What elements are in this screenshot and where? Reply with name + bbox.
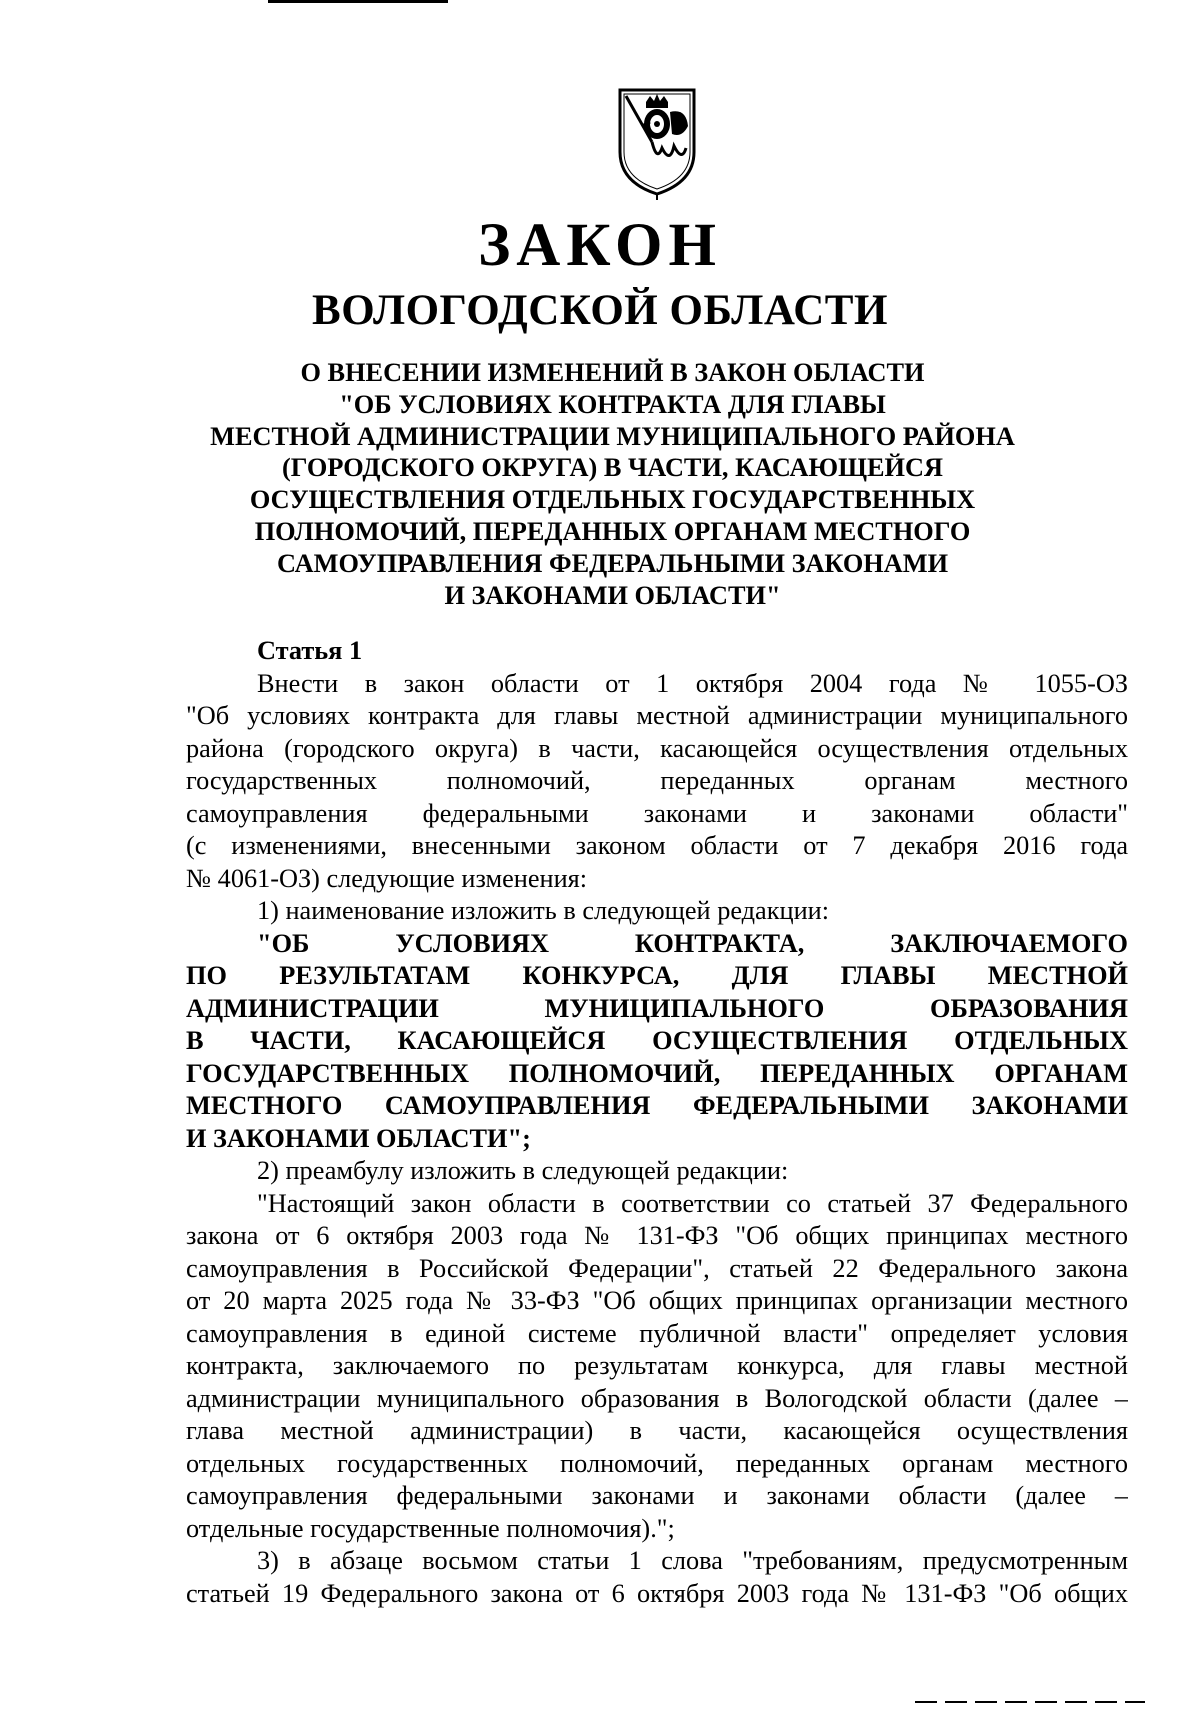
document-title: ЗАКОН (478, 212, 722, 279)
text-line: В ЧАСТИ, КАСАЮЩЕЙСЯ ОСУЩЕСТВЛЕНИЯ ОТДЕЛЬНЫХ (186, 1026, 1128, 1055)
text-line: закона от 6 октября 2003 года № 131-ФЗ "Об общих принципах местного (186, 1221, 1128, 1250)
text-line: "Об условиях контракта для главы местной администрации муниципального (186, 701, 1128, 730)
subtitle-line: (ГОРОДСКОГО ОКРУГА) В ЧАСТИ, КАСАЮЩЕЙСЯ (282, 453, 943, 483)
text-line: 3) в абзаце восьмом статьи 1 слова "требованиям, предусмотренным (257, 1546, 1128, 1575)
text-line: самоуправления федеральными законами и законами области (далее – (186, 1481, 1128, 1510)
text-line: 1) наименование изложить в следующей редакции: (257, 896, 830, 925)
coat-of-arms-icon (612, 82, 702, 202)
text-line: ПО РЕЗУЛЬТАТАМ КОНКУРСА, ДЛЯ ГЛАВЫ МЕСТНОЙ (186, 961, 1128, 990)
text-line: "ОБ УСЛОВИЯХ КОНТРАКТА, ЗАКЛЮЧАЕМОГО (257, 928, 1128, 958)
text-line: самоуправления в единой системе публичной власти" определяет условия (186, 1318, 1128, 1348)
text-line: (с изменениями, внесенными законом области от 7 декабря 2016 года (186, 831, 1128, 860)
text-line: глава местной администрации) в части, касающейся осуществления (186, 1416, 1128, 1445)
text-line: администрации муниципального образования в Вологодской области (далее – (186, 1383, 1128, 1413)
text-line: отдельных государственных полномочий, переданных органам местного (186, 1448, 1128, 1478)
text-line: отдельные государственные полномочия)."; (186, 1513, 675, 1543)
text-line: самоуправления федеральными законами и законами области" (186, 798, 1128, 828)
subtitle-line: ПОЛНОМОЧИЙ, ПЕРЕДАННЫХ ОРГАНАМ МЕСТНОГО (254, 516, 971, 546)
scan-artifact-top-small (432, 0, 446, 3)
text-line: ГОСУДАРСТВЕННЫХ ПОЛНОМОЧИЙ, ПЕРЕДАННЫХ ОРГАНАМ (186, 1058, 1128, 1088)
text-line: от 20 марта 2025 года № 33-ФЗ "Об общих принципах организации местного (186, 1286, 1128, 1315)
text-line: самоуправления в Российской Федерации", статьей 22 Федерального закона (186, 1253, 1128, 1283)
subtitle-line: О ВНЕСЕНИИ ИЗМЕНЕНИЙ В ЗАКОН ОБЛАСТИ (300, 358, 925, 387)
document-region: ВОЛОГОДСКОЙ ОБЛАСТИ (312, 287, 888, 334)
article-heading: Статья 1 (257, 636, 363, 665)
subtitle-line: "ОБ УСЛОВИЯХ КОНТРАКТА ДЛЯ ГЛАВЫ (339, 389, 886, 419)
text-line: статьей 19 Федерального закона от 6 октября 2003 года № 131-ФЗ "Об общих (186, 1578, 1128, 1608)
text-line: 2) преамбулу изложить в следующей редакции: (257, 1156, 789, 1185)
article-text (186, 668, 1128, 1611)
subtitle-line: МЕСТНОЙ АДМИНИСТРАЦИИ МУНИЦИПАЛЬНОГО РАЙОНА (210, 421, 1015, 451)
text-line: контракта, заключаемого по результатам конкурса, для главы местной (186, 1351, 1128, 1380)
text-line: И ЗАКОНАМИ ОБЛАСТИ"; (186, 1123, 531, 1153)
text-line: МЕСТНОГО САМОУПРАВЛЕНИЯ ФЕДЕРАЛЬНЫМИ ЗАКОНАМИ (186, 1091, 1128, 1120)
document-body (186, 635, 1128, 1610)
text-line: государственных полномочий, переданных органам местного (186, 766, 1128, 795)
scan-artifact-top (268, 0, 448, 3)
text-line: Внести в закон области от 1 октября 2004 года № 1055-ОЗ (257, 668, 1128, 698)
text-line: АДМИНИСТРАЦИИ МУНИЦИПАЛЬНОГО ОБРАЗОВАНИЯ (186, 993, 1128, 1023)
text-line: района (городского округа) в части, касающейся осуществления отдельных (186, 733, 1128, 763)
subtitle-line: И ЗАКОНАМИ ОБЛАСТИ" (444, 580, 781, 610)
text-line: № 4061-ОЗ) следующие изменения: (186, 863, 588, 893)
text-line: "Настоящий закон области в соответствии со статьей 37 Федерального (257, 1188, 1128, 1218)
subtitle-line: САМОУПРАВЛЕНИЯ ФЕДЕРАЛЬНЫМИ ЗАКОНАМИ (276, 548, 949, 578)
subtitle-line: ОСУЩЕСТВЛЕНИЯ ОТДЕЛЬНЫХ ГОСУДАРСТВЕННЫХ (249, 485, 976, 515)
document-subtitle (190, 357, 1035, 611)
scan-artifact-bottom (915, 1701, 1145, 1703)
